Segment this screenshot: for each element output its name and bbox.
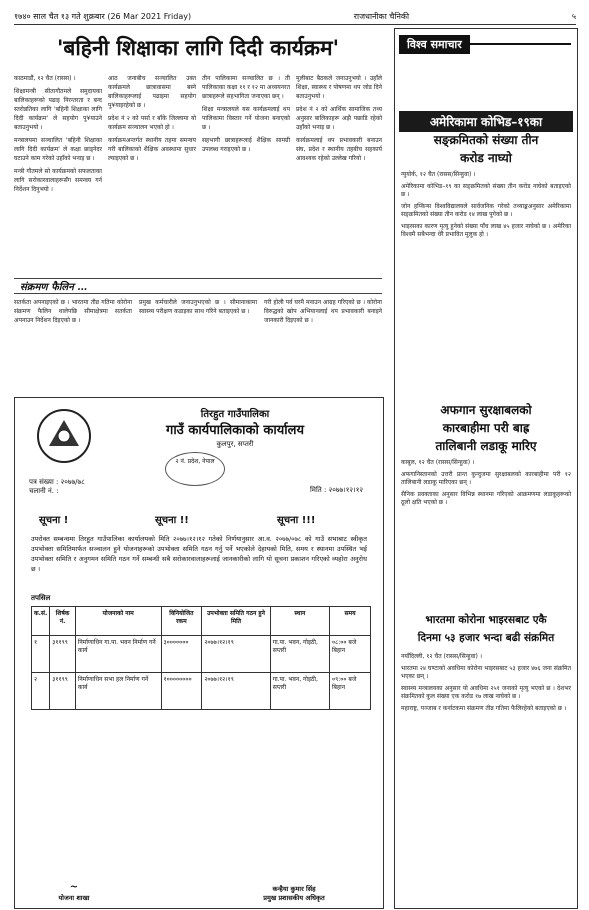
table-cell: २०७७।१२।१९ bbox=[202, 636, 270, 673]
public-notice bbox=[14, 397, 384, 909]
article-paragraph: तीन पालिकामा सञ्चालित छ । ती पालिकाका कक्षा ११ र १२ मा अध्ययनरत छात्राहरूले सहभागिता जनाएका छन् । bbox=[202, 75, 290, 100]
notice-office-title: गाउँ कार्यपालिकाको कार्यालय bbox=[166, 423, 304, 438]
table-row bbox=[32, 636, 371, 673]
notice-location: कुलपुर, सप्तरी bbox=[216, 440, 254, 448]
story-paragraph: अमेरिकामा कोभिड–१९ का सङ्क्रमितको संख्या तीन करोड नाघेको बताइएको छ । bbox=[401, 182, 571, 198]
article-title: 'बहिनी शिक्षाका लागि दिदी कार्यक्रम' bbox=[56, 35, 340, 60]
table-header: समय bbox=[330, 607, 371, 636]
headline-usa-line2: सङ्क्रमितको संख्या तीन bbox=[433, 133, 539, 147]
table-header-row bbox=[32, 607, 371, 636]
infection-column-2 bbox=[139, 298, 257, 320]
article-paragraph: सतर्कता अपनाइएको छ । भारतमा तीव्र गतिमा कोरोना संक्रमण फैलिन थालेपछि सीमाक्षेत्रमा सतर्कता अपनाउन निर्देशन दिइएको छ । bbox=[14, 299, 132, 324]
article-column-4 bbox=[296, 74, 382, 274]
article-paragraph: शिक्षा मन्त्रालयले यस कार्यक्रमलाई थप पालिकामा विस्तार गर्ने योजना बनाएको छ । bbox=[202, 106, 290, 131]
article-paragraph: प्रमुख कर्मचारीले जनाउनुभएको छ । सीमानाकामा स्वास्थ्य परीक्षण कडाइका साथ गरिने बताइएको छ । bbox=[139, 299, 257, 315]
headline-india-line1: भारतमा कोरोना भाइरसबाट एकै bbox=[425, 614, 547, 626]
story-paragraph: अफगानिस्तानको उत्तरी प्रान्त कुन्दुजमा सुरक्षाबलको कारबाहीमा परी १२ तालिबानी लडाकू मारिएका छन् । bbox=[401, 470, 571, 486]
table-cell: ०८:०० बजे बिहान bbox=[330, 636, 371, 673]
infection-column-1 bbox=[14, 298, 132, 329]
article-paragraph: कार्यक्रमलाई थप प्रभावकारी बनाउन संघ, प्रदेश र स्थानीय तहबीच सहकार्य आवश्यक रहेको उल्लेख गरियो । bbox=[296, 137, 382, 162]
notice-schedule-label: तपसिल bbox=[31, 594, 51, 602]
headline-afghan-line3: तालिबानी लडाकू मारिए bbox=[435, 439, 537, 453]
table-cell: निर्माणाधिन सभा हल निर्माण गर्ने कार्य bbox=[75, 673, 161, 710]
section-label-text: संक्रमण फैलिन … bbox=[14, 279, 93, 293]
article-column-2 bbox=[108, 74, 196, 274]
notice-date: मिति : २०७७।१२।१२ bbox=[309, 486, 363, 494]
table-cell: ०९:०० बजे बिहान bbox=[330, 673, 371, 710]
headline-afghan-line2: कारबाहीमा परी बाह्र bbox=[442, 421, 530, 435]
article-paragraph: सहभागी छात्राहरूलाई शैक्षिक सामग्री उपलब्ध गराइएको छ । bbox=[202, 137, 290, 153]
article-paragraph: कार्यक्रमअन्तर्गत स्थानीय तहमा समन्वय गरी बालिकाको शैक्षिक अवस्थामा सुधार ल्याइएको छ । bbox=[108, 137, 196, 162]
office-stamp: २ नं. प्रदेश, नेपाल bbox=[165, 452, 225, 486]
table-cell: ३११९९ bbox=[50, 636, 76, 673]
table-row bbox=[32, 673, 371, 710]
story-india bbox=[401, 653, 571, 903]
signature-left bbox=[29, 882, 119, 902]
story-paragraph: जोन हप्किन्स विश्वविद्यालयले सार्वजनिक गरेको तथ्याङ्कअनुसार अमेरिकामा सङ्क्रमितको संख्या तीन करोड १४ लाख पुगेको छ । bbox=[401, 202, 571, 218]
article-paragraph: गरी होली पर्व घरमै मनाउन आग्रह गरिएको छ । कोरोना विरुद्धको खोप अभियानलाई थप प्रभावकारी बनाइने जानकारी दिइएको छ । bbox=[264, 299, 382, 324]
infection-column-3 bbox=[264, 298, 382, 329]
article-paragraph: शिक्षामन्त्री सीतागौतमले समुदायका बालिकाहरूको पढाइ निरन्तरता र बन्द स्तरोन्नतिका लागि 'बहिनी शिक्षाका लागि दिदी कार्यक्रम' ले सहयोग पु¥याउने बताउनुभयो । bbox=[14, 88, 102, 131]
table-cell: गा.पा. भवन, गोइठी, सप्तरी bbox=[270, 636, 329, 673]
notice-body: उपरोक्त सम्बन्धमा तिरहुत गाउँपालिका कार्यालयको मिति २०७७।१२।१२ गतेको निर्णयानुसार आ.व. २०७७/०७८ को गाउँ सभाबाट स्वीकृत उपभोक्ता समितिमार्फत सञ्चालन हुने योजनाहरूको उपभोक्ता समिति गठन गर्नु पर्ने भएकोले देहायको मिति, समय र स्थानमा उपस्थित भई उपभोक्ता समिति र अनुगमन समिति गठन गर्ने सम्बन्धी सबै सरोकारवालाहरूलाई जानकारीको लागि यो सूचना प्रकाशन गरिएको व्यहोरा अनुरोध छ । bbox=[31, 535, 367, 573]
article-column-1 bbox=[14, 74, 102, 274]
story-paragraph: नयाँदिल्ली, १२ चैत (रासस/सिन्हुवा) । bbox=[401, 653, 483, 660]
schedule-table bbox=[31, 606, 371, 710]
notice-heading-2: सूचना !! bbox=[155, 515, 189, 526]
signature-right bbox=[219, 884, 369, 902]
story-paragraph: भारतमा २४ घण्टाको अवधिमा कोरोना भाइरसबाट ५३ हजार ४७६ जना संक्रमित भएका छन् । bbox=[401, 664, 571, 680]
dispatch-number: चलानी नं. : bbox=[29, 487, 59, 495]
world-news-header bbox=[399, 35, 571, 53]
letter-number: पत्र संख्या : २०७७/७८ bbox=[29, 478, 85, 486]
notice-heading-3: सूचना !!! bbox=[277, 515, 316, 526]
table-cell: २०७७।१२।१९ bbox=[202, 673, 270, 710]
header-rule bbox=[470, 43, 571, 45]
nepal-emblem-icon bbox=[29, 406, 99, 466]
signatory-title: प्रमुख प्रशासकीय अधिकृत bbox=[263, 894, 325, 902]
article-paragraph: प्रदेश नं २ को पर्सा र बाँके जिल्लामा यो कार्यक्रम सञ्चालन भएको हो । bbox=[108, 115, 196, 131]
world-news-label: विश्व समाचार bbox=[399, 35, 470, 54]
headline-usa-line3: करोड नाघ्यो bbox=[460, 151, 512, 165]
headline-india-line2: दिनमा ५३ हजार भन्दा बढी संक्रमित bbox=[417, 632, 555, 644]
table-cell: निर्माणाधिन गा.पा. भवन निर्माण गर्ने कार्य bbox=[75, 636, 161, 673]
story-afghan bbox=[401, 459, 571, 609]
story-paragraph: काबुल, १२ चैत (रासस/सिन्हुवा) । bbox=[401, 459, 475, 466]
notice-heading-1: सूचना ! bbox=[39, 515, 69, 526]
table-cell: २ bbox=[32, 673, 50, 710]
signature-label: योजना शाखा bbox=[58, 894, 90, 902]
headline-afghan-line1: अफगान सुरक्षाबलको bbox=[440, 403, 532, 417]
table-cell: १ bbox=[32, 636, 50, 673]
table-header: स्थान bbox=[270, 607, 329, 636]
header-page-number: ५ bbox=[571, 11, 576, 21]
story-usa bbox=[401, 171, 571, 397]
article-paragraph: मन्त्रालयमा सञ्चालित 'बहिनी शिक्षाका लागि दिदी कार्यक्रम' ले कक्षा छाड्नेदर घटाउने काम गरेको उहाँको भनाइ छ । bbox=[14, 137, 102, 162]
story-paragraph: सैनिक प्रवक्ताका अनुसार विभिन्न स्थानमा गरिएको आक्रमणमा लडाकूहरूको ठूलो क्षति भएको छ । bbox=[401, 490, 571, 506]
table-cell: १०००००००० bbox=[161, 673, 202, 710]
table-header: उपभोक्ता समिति गठन हुने मिति bbox=[202, 607, 270, 636]
table-header: शिर्षक नं. bbox=[50, 607, 76, 636]
header-paper-name: राजधानीका चैनिकी bbox=[353, 11, 410, 21]
page-header bbox=[14, 8, 576, 25]
section-label-sankraman bbox=[14, 278, 382, 294]
header-date: १७४० साल चैत १३ गते शुक्रबार (26 Mar 2021 Friday) bbox=[14, 11, 192, 21]
article-column-3 bbox=[202, 74, 290, 274]
article-paragraph: काठमाडौं, १२ चैत (रासस) । bbox=[14, 75, 76, 82]
story-paragraph: न्युयोर्क, १२ चैत (रासस/सिन्हुवा) । bbox=[401, 171, 476, 178]
world-news-section bbox=[394, 28, 578, 909]
table-header: विनियोजित रकम bbox=[161, 607, 202, 636]
story-paragraph: महाराष्ट्र, पञ्जाब र कर्नाटकमा संक्रमण तीव्र गतिमा फैलिरहेको बताइएको छ । bbox=[401, 704, 567, 712]
article-paragraph: मन्त्री गौतमले सो कार्यक्रमको सफलताका लागि सरोकारवालाहरूसँग समन्वय गर्न निर्देशन दिनुभयो । bbox=[14, 168, 102, 193]
article-paragraph: आठ जनाबीच सञ्चालित उक्त कार्यक्रमले छात्रावासमा बस्ने बालिकाहरूलाई पढाइमा सहयोग पु¥याइरहेको छ । bbox=[108, 75, 196, 109]
table-cell: गा.पा. भवन, गोइठी, सप्तरी bbox=[270, 673, 329, 710]
notice-reference bbox=[29, 478, 85, 496]
story-paragraph: स्वास्थ्य मन्त्रालयका अनुसार यो अवधिमा २५१ जनाको मृत्यु भएको छ । देशभर संक्रमितको कुल संख्या एक करोड १७ लाख नाघेको छ । bbox=[401, 684, 571, 700]
table-cell: ३००००००० bbox=[161, 636, 202, 673]
article-paragraph: प्रदेश नं २ को आर्थिक सामाजिक तथ्य अनुसार बालिकाहरू अझै पछाडि रहेको उहाँको भनाइ छ । bbox=[296, 106, 382, 131]
table-header: क.सं. bbox=[32, 607, 50, 636]
table-cell: ३११९९ bbox=[50, 673, 76, 710]
headline-usa-line1: अमेरिकामा कोभिड–१९का bbox=[399, 111, 573, 132]
story-paragraph: भाइरसका कारण मृत्यु हुनेको संख्या पाँच लाख ४५ हजार नाघेको छ । अमेरिका विश्वमै सबैभन्दा धेरै प्रभावित मुलुक हो । bbox=[401, 222, 571, 238]
article-paragraph: मुलीबाट बैठकले जनाउनुभयो । उहाँले शिक्षा, स्वास्थ्य र पोषणमा थप जोड दिने बताउनुभयो । bbox=[296, 75, 382, 100]
signature-mark-icon: ~ bbox=[69, 882, 79, 893]
notice-municipality: तिरहुत गाउँपालिका bbox=[200, 409, 270, 420]
table-header: योजनाको नाम bbox=[75, 607, 161, 636]
signatory-name: कन्हैया कुमार सिंह bbox=[272, 885, 316, 893]
